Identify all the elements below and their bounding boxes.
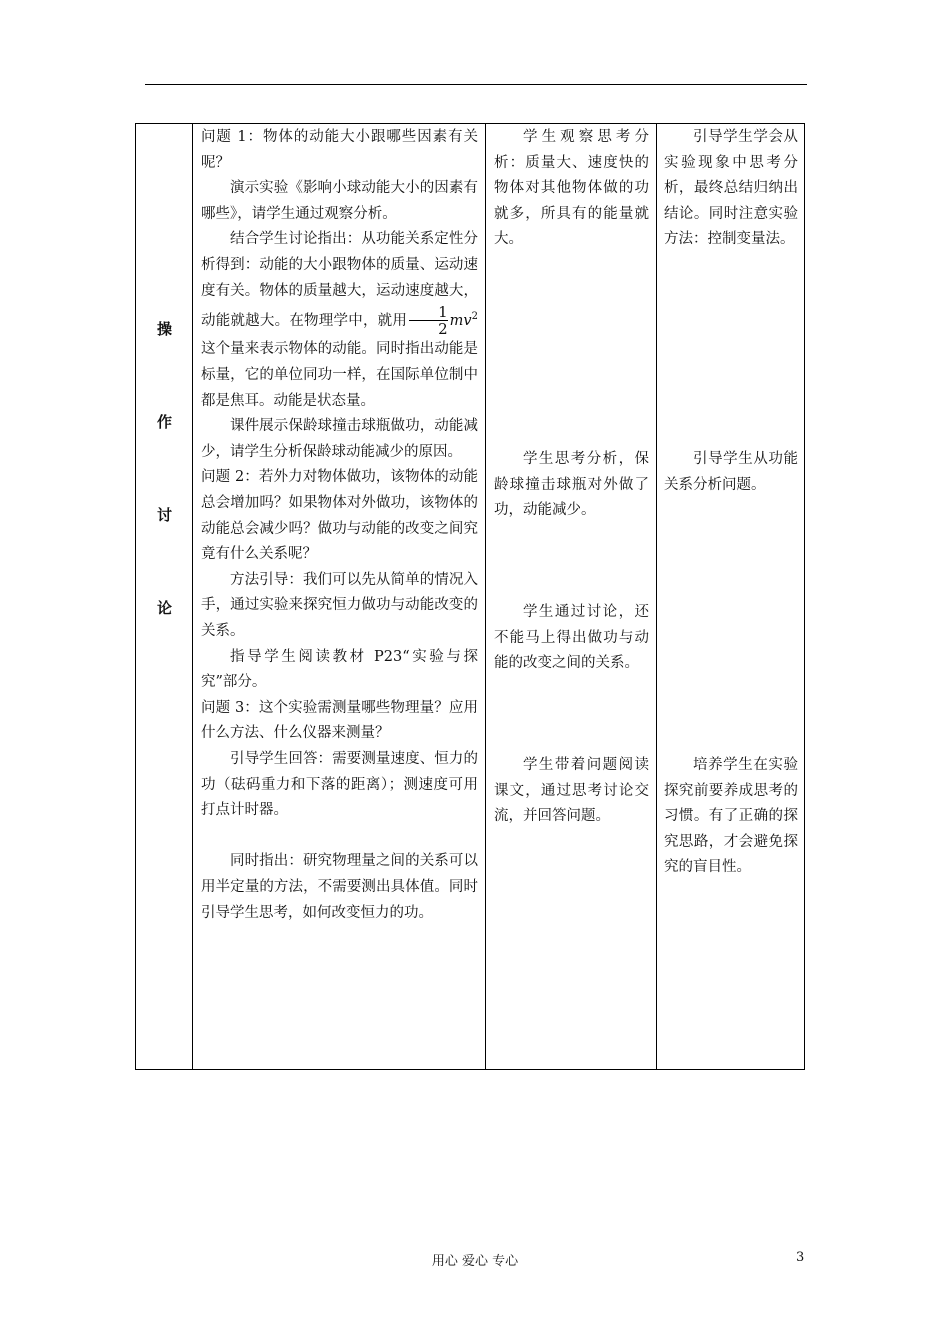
fraction-numerator: 1 — [438, 303, 448, 322]
design-intent-text: 引导学生学会从实验现象中思考分析，最终总结归纳出结论。同时注意实验方法：控制变量法。 — [664, 129, 798, 248]
lesson-table — [135, 123, 805, 1070]
semi-quantitative-note: 同时指出：研究物理量之间的关系可以用半定量的方法，不需要测出具体值。同时引导学生思考，如何改变恒力的功。 — [201, 853, 478, 921]
header-rule — [145, 84, 807, 85]
stage-label-char: 操 — [156, 320, 172, 338]
question-3: 问题 3：这个实验需测量哪些物理量？应用什么方法、什么仪器来测量？ — [201, 699, 478, 742]
kinetic-energy-formula — [407, 303, 478, 339]
guided-answer: 引导学生回答：需要测量速度、恒力的功（砝码重力和下落的距离）；测速度可用打点计时器。 — [201, 750, 478, 819]
textbook-reading-instruction: 指导学生阅读教材 P23“实验与探究”部分。 — [201, 648, 478, 691]
student-activity-text: 学生思考分析，保龄球撞击球瓶对外做了功，动能减少。 — [494, 451, 649, 519]
kinetic-energy-explanation — [201, 227, 478, 414]
footer-motto: 用心 爱心 专心 — [431, 1254, 519, 1269]
question-1: 问题 1：物体的动能大小跟哪些因素有关呢？ — [201, 129, 478, 171]
page-number: 3 — [796, 1250, 805, 1265]
explanation-text-continued: 这个量来表示物体的动能。同时指出动能是标量，它的单位同功一样，在国际单位制中都是焦耳。动能是状态量。 — [201, 341, 478, 409]
student-activity-1 — [494, 125, 649, 253]
demo-experiment-text: 演示实验《影响小球动能大小的因素有哪些》，请学生通过观察分析。 — [201, 180, 478, 222]
column-divider — [656, 124, 657, 1069]
formula-exponent: 2 — [471, 311, 478, 323]
fraction — [409, 304, 448, 337]
bowling-demo-text: 课件展示保龄球撞击球瓶做功，动能减少，请学生分析保龄球动能减少的原因。 — [201, 418, 478, 460]
student-activity-text: 学生带着问题阅读课文，通过思考讨论交流，并回答问题。 — [494, 757, 649, 825]
design-intent-3 — [664, 753, 798, 881]
stage-label-char: 论 — [156, 599, 172, 617]
explanation-text: 结合学生讨论指出：从功能关系定性分析得到：动能的大小跟物体的质量、运动速度有关。物体的质量越大，运动速度越大，动能就越大。在物理学中，就用 — [201, 231, 478, 329]
student-activity-4 — [494, 753, 649, 830]
student-activity-3 — [494, 600, 649, 677]
design-intent-1 — [664, 125, 798, 253]
design-intent-2 — [664, 447, 798, 498]
formula-mv — [450, 313, 478, 329]
question-2: 问题 2：若外力对物体做功，该物体的动能总会增加吗？如果物体对外做功，该物体的动能总会减少吗？做功与动能的改变之间究竟有什么关系呢？ — [201, 469, 478, 563]
design-intent-text: 引导学生从功能关系分析问题。 — [664, 451, 798, 493]
student-activity-text: 学生观察思考分析：质量大、速度快的物体对其他物体做的功就多，所具有的能量就大。 — [494, 129, 649, 248]
teacher-activity-column — [201, 125, 478, 926]
method-guidance: 方法引导：我们可以先从简单的情况入手，通过实验来探究恒力做功与动能改变的关系。 — [201, 571, 478, 640]
design-intent-text: 培养学生在实验探究前要养成思考的习惯。有了正确的探究思路，才会避免探究的盲目性。 — [664, 757, 798, 876]
stage-label-char: 讨 — [156, 506, 172, 524]
student-activity-text: 学生通过讨论，还不能马上得出做功与动能的改变之间的关系。 — [494, 604, 649, 672]
formula-variables: mv — [449, 312, 472, 329]
student-activity-2 — [494, 447, 649, 524]
stage-label-char: 作 — [156, 413, 172, 431]
fraction-denominator: 2 — [409, 320, 448, 337]
column-divider — [485, 124, 486, 1069]
